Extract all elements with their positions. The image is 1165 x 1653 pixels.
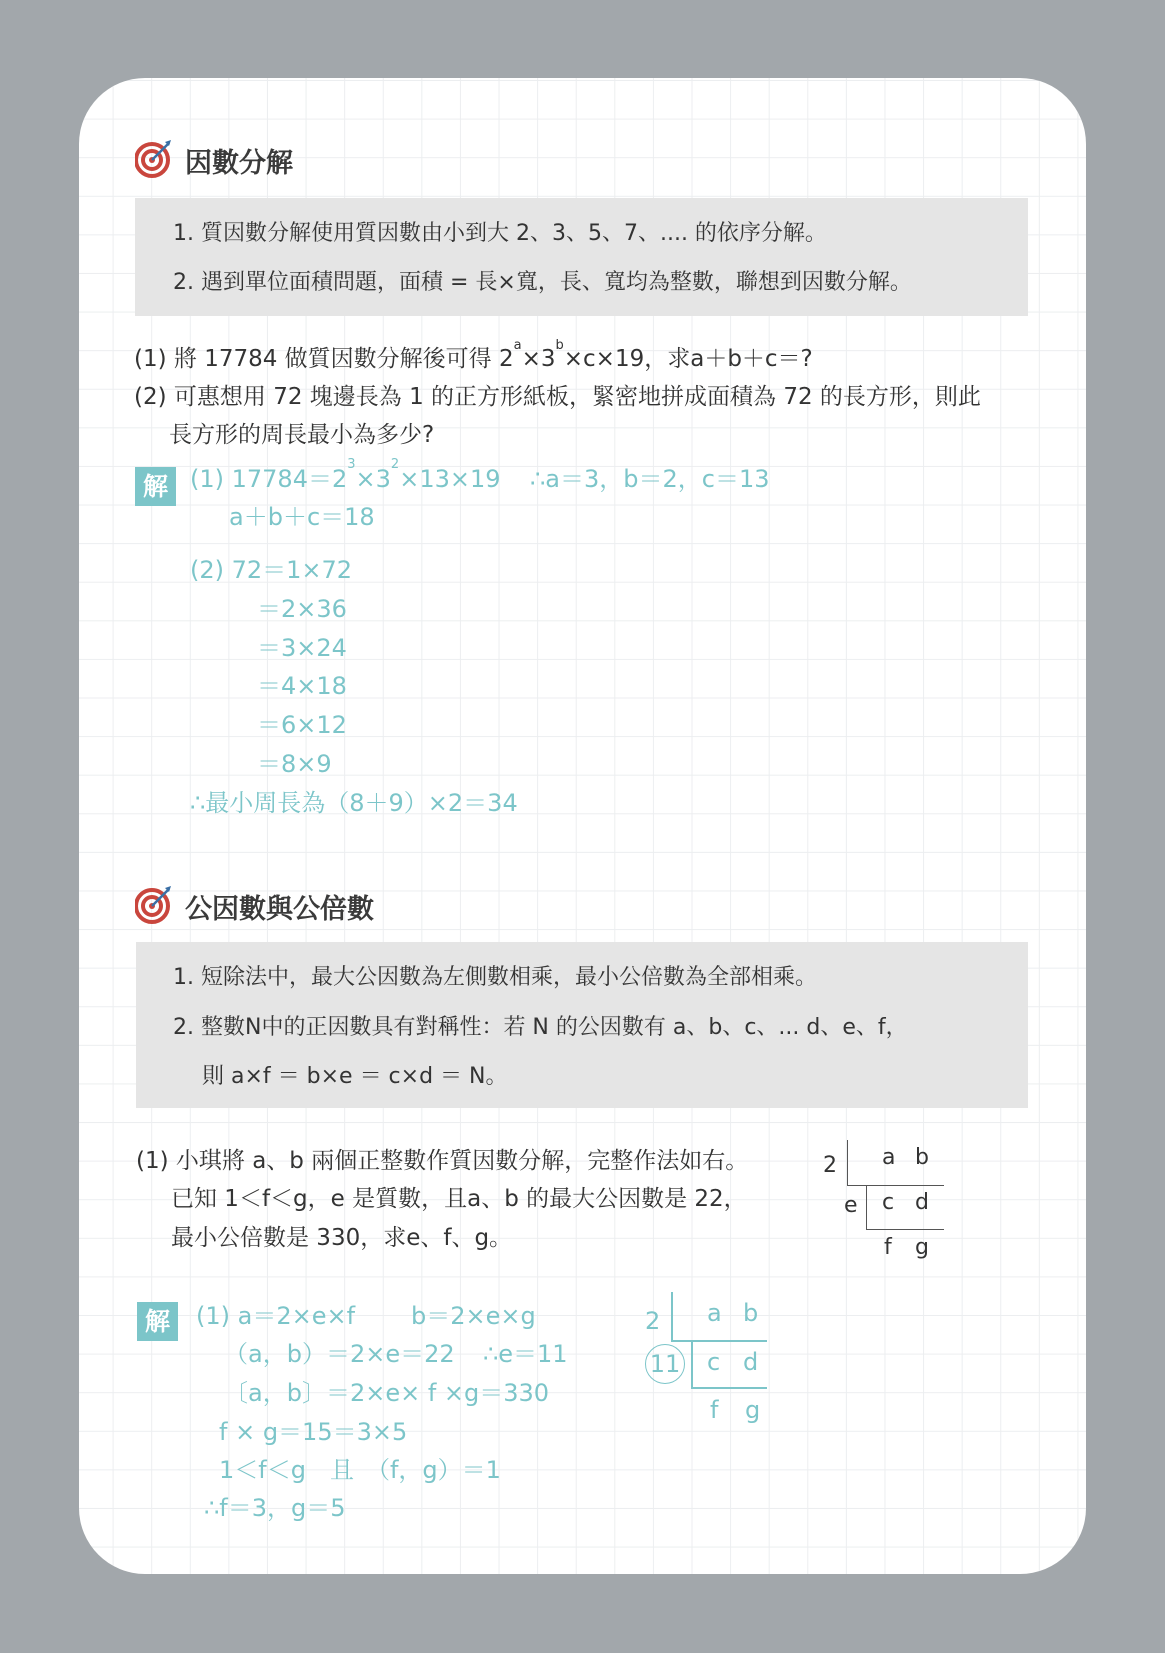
answer-conclusion: ∴f＝3，g＝5 [204,1494,346,1522]
answer-text: ×13×19 [399,465,501,493]
rule-item: 1. 質因數分解使用質因數由小到大 2、3、5、7、.... 的依序分解。 [173,221,827,246]
division-value: d [743,1348,759,1376]
answer-line: a＋b＋c＝18 [229,503,375,531]
solution-badge: 解 [137,1302,178,1341]
answer-line: ＝2×36 [257,595,347,623]
rule-item: 1. 短除法中，最大公因數為左側數相乘，最小公倍數為全部相乘。 [173,965,817,990]
division-value: c [707,1348,721,1376]
division-value: f [884,1235,892,1260]
answer-line: f × g＝15＝3×5 [219,1418,408,1446]
answer-line: （a，b）＝2×e＝22 [224,1340,455,1368]
solution-badge: 解 [135,467,176,506]
divisor: e [844,1193,858,1218]
target-icon [135,884,175,924]
rule-item: 2. 整數N中的正因數具有對稱性：若 N 的公因數有 a、b、c、... d、e、f， [173,1015,908,1040]
exponent: 3 [347,457,356,472]
rules-box [136,942,1028,1108]
section-title: 因數分解 [185,148,293,179]
section-title: 公因數與公倍數 [185,894,374,925]
question-text: ×c×19，求a＋b＋c＝? [563,346,813,372]
question-2-line: (2) 可惠想用 72 塊邊長為 1 的正方形紙板，緊密地拼成面積為 72 的長方形，則此 [134,384,981,410]
division-value: g [745,1396,761,1424]
answer-line: 〔a，b〕＝2×e× f ×g＝330 [224,1379,550,1407]
division-value: g [915,1235,929,1260]
answer-1-line [190,459,501,494]
answer-line: (1) a＝2×e×f [196,1302,356,1330]
answer-line: ＝4×18 [257,672,347,700]
exponent: b [555,338,564,353]
rule-item: 則 a×f ＝ b×e ＝ c×d ＝ N。 [202,1064,508,1089]
answer-conclusion: ∴最小周長為（8＋9）×2＝34 [190,789,518,817]
exponent: a [513,338,522,353]
question-text: (1) 將 17784 做質因數分解後可得 2 [134,346,514,372]
question-2-line: 長方形的周長最小為多少? [169,422,435,448]
question-line: 已知 1＜f＜g，e 是質數，且a、b 的最大公因數是 22， [171,1186,747,1212]
answer-line: 1＜f＜g 且 （f，g）＝1 [219,1456,501,1484]
answer-therefore: ∴a＝3，b＝2，c＝13 [530,465,770,493]
division-value: b [915,1145,929,1170]
circled-divisor: 11 [645,1344,685,1384]
rules-box [135,198,1028,316]
question-line: (1) 小琪將 a、b 兩個正整數作質因數分解，完整作法如右。 [136,1148,749,1174]
question-text: ×3 [521,346,556,372]
page-card [79,78,1086,1574]
answer-text: (1) 17784＝2 [190,465,348,493]
division-value: b [743,1299,759,1327]
answer-line: ＝3×24 [257,634,347,662]
answer-line: b＝2×e×g [411,1302,536,1330]
division-value: c [882,1190,895,1215]
answer-line: ∴e＝11 [483,1340,568,1368]
divisor: 2 [645,1307,661,1335]
division-value: a [707,1299,722,1327]
divisor: 2 [823,1153,837,1178]
division-value: a [882,1145,896,1170]
rule-item: 2. 遇到單位面積問題，面積 = 長×寬，長、寬均為整數，聯想到因數分解。 [173,270,912,295]
question-line: 最小公倍數是 330，求e、f、g。 [171,1225,513,1251]
answer-text: ×3 [355,465,391,493]
answer-line: (2) 72＝1×72 [190,556,353,584]
division-value: d [915,1190,929,1215]
answer-line: ＝6×12 [257,711,347,739]
division-value: f [710,1396,719,1424]
exponent: 2 [390,457,400,472]
question-1 [134,340,813,373]
target-icon [135,138,175,178]
answer-line: ＝8×9 [257,750,332,778]
